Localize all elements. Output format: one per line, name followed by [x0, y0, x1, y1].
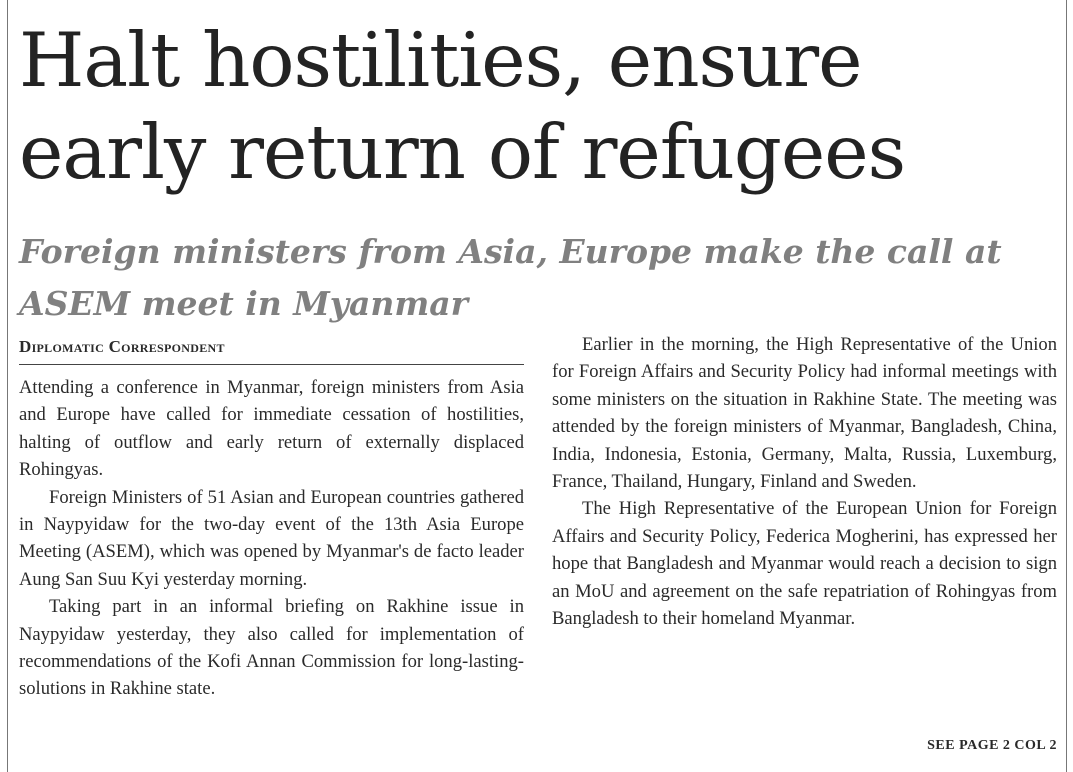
paragraph: Earlier in the morning, the High Representative of the Union for Foreign Affairs and Security Policy had informal meetings with some ministers on the situation in Rakhine State. The meeting was attended by the foreign ministers of Myanmar, Bangladesh, China, India, Indonesia, Estonia, Germany, Malta, Russia, Luxemburg, France, Thailand, Hungary, Finland and Sweden. [552, 334, 1057, 493]
paragraph: Foreign Ministers of 51 Asian and European countries gathered in Naypyidaw for the two-day event of the 13th Asia Europe Meeting (ASEM), which was opened by Myanmar's de facto leader Aung San Suu Kyi yesterday morning. [19, 486, 524, 590]
byline-divider [19, 364, 524, 365]
paragraph: Attending a conference in Myanmar, foreign ministers from Asia and Europe have called for immediate cessation of hostilities, halting of outflow and early return of externally displaced Rohingyas. [19, 377, 524, 481]
paragraph: The High Representative of the European Union for Foreign Affairs and Security Policy, Federica Mogherini, has expressed her hope that Bangladesh and Myanmar would reach a decision to sign an MoU and agreement on the safe repatriation of Rohingyas from Bangladesh to their homeland Myanmar. [552, 498, 1057, 630]
column-rule-left [7, 0, 8, 772]
continuation-jump-line: SEE PAGE 2 COL 2 [927, 738, 1057, 753]
paragraph: Taking part in an informal briefing on Rakhine issue in Naypyidaw yesterday, they also called for implementation of recommendations of the Kofi Annan Commission for long-lasting-solutions in Rakhine state. [19, 596, 524, 700]
headline: Halt hostilities, ensure early return of refugees [19, 16, 906, 196]
byline: Diplomatic Correspondent [19, 337, 225, 356]
subheadline: Foreign ministers from Asia, Europe make the call at ASEM meet in Myanmar [19, 232, 1002, 323]
column-rule-right [1066, 0, 1067, 772]
article-column-right [552, 331, 1057, 632]
article-column-left [19, 374, 524, 703]
